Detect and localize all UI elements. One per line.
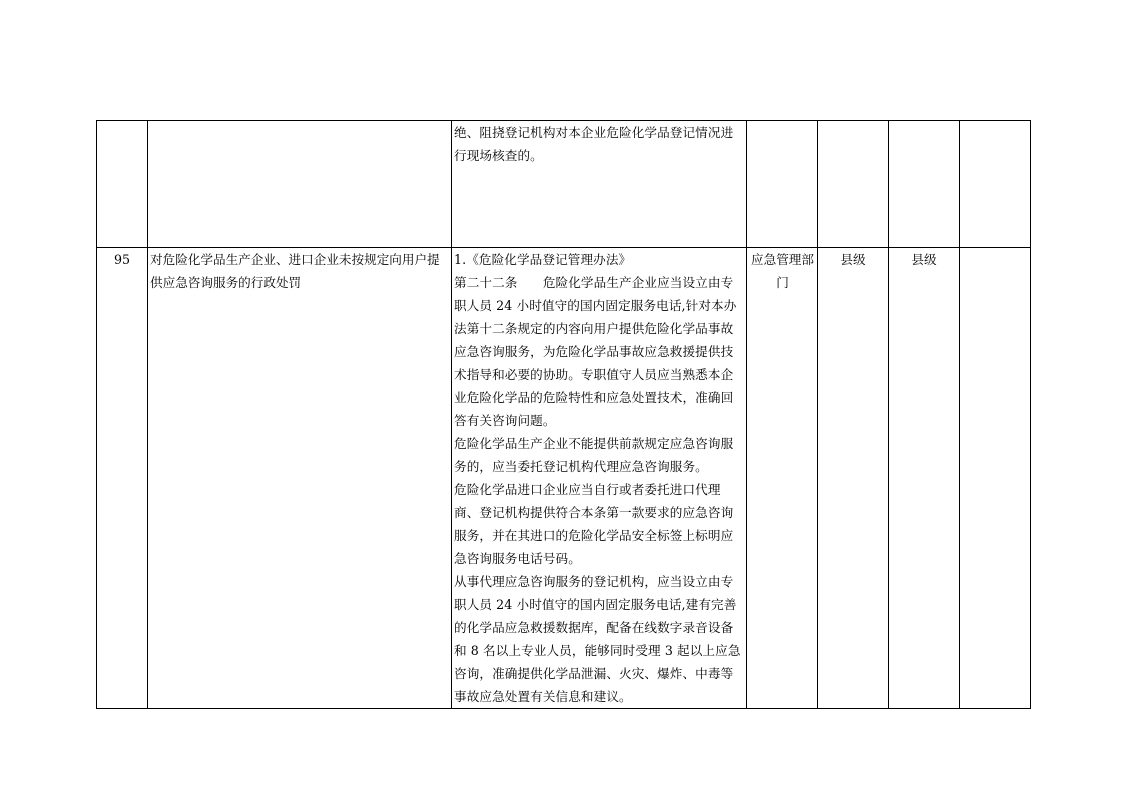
table-row [97,121,1031,248]
basis-paragraph: 危险化学品进口企业应当自行或者委托进口代理商、登记机构提供符合本条第一款要求的应急咨询服务，并在其进口的危险化学品安全标签上标明应急咨询服务电话号码。 [454,482,734,566]
level-cell: 县级 [818,248,889,709]
department-text: 应急管理部门 [751,252,814,290]
item-name-text: 对危险化学品生产企业、进口企业未按规定向用户提供应急咨询服务的行政处罚 [150,252,440,290]
item-number-cell: 95 [97,248,148,709]
table-row [97,248,1031,709]
penalty-items-table [96,120,1031,709]
level-cell: 县级 [889,248,960,709]
item-name-cell [148,248,452,709]
basis-paragraph: 第二十二条 危险化学品生产企业应当设立由专职人员 24 小时值守的国内固定服务电话,针对本办法第十二条规定的内容向用户提供危险化学品事故应急咨询服务，为危险化学品事故应急救援提供技术指导和必要的协助。专职值守人员应当熟悉本企业危险化学品的危险特性和应急处置技术，准确回答有关咨询问题。 [454,275,737,428]
legal-basis-cell [452,248,747,709]
department-cell [747,248,818,709]
item-name-cell [148,121,452,248]
basis-paragraph: 危险化学品生产企业不能提供前款规定应急咨询服务的，应当委托登记机构代理应急咨询服务。 [454,436,734,474]
item-number-cell [97,121,148,248]
remark-cell [960,248,1031,709]
level-cell [889,121,960,248]
department-cell [747,121,818,248]
basis-paragraph: 绝、阻挠登记机构对本企业危险化学品登记情况进行现场核查的。 [454,125,734,163]
basis-paragraph: 从事代理应急咨询服务的登记机构，应当设立由专职人员 24 小时值守的国内固定服务电话,建有完善的化学品应急救援数据库，配备在线数字录音设备和 8 名以上专业人员，能够同时受理 3 起以上应急咨询，准确提供化学品泄漏、火灾、爆炸、中毒等事故应急处置有关信息和建议。 [454,574,741,704]
basis-paragraph: 1.《危险化学品登记管理办法》 [454,252,632,267]
level-cell [818,121,889,248]
legal-basis-cell [452,121,747,248]
remark-cell [960,121,1031,248]
